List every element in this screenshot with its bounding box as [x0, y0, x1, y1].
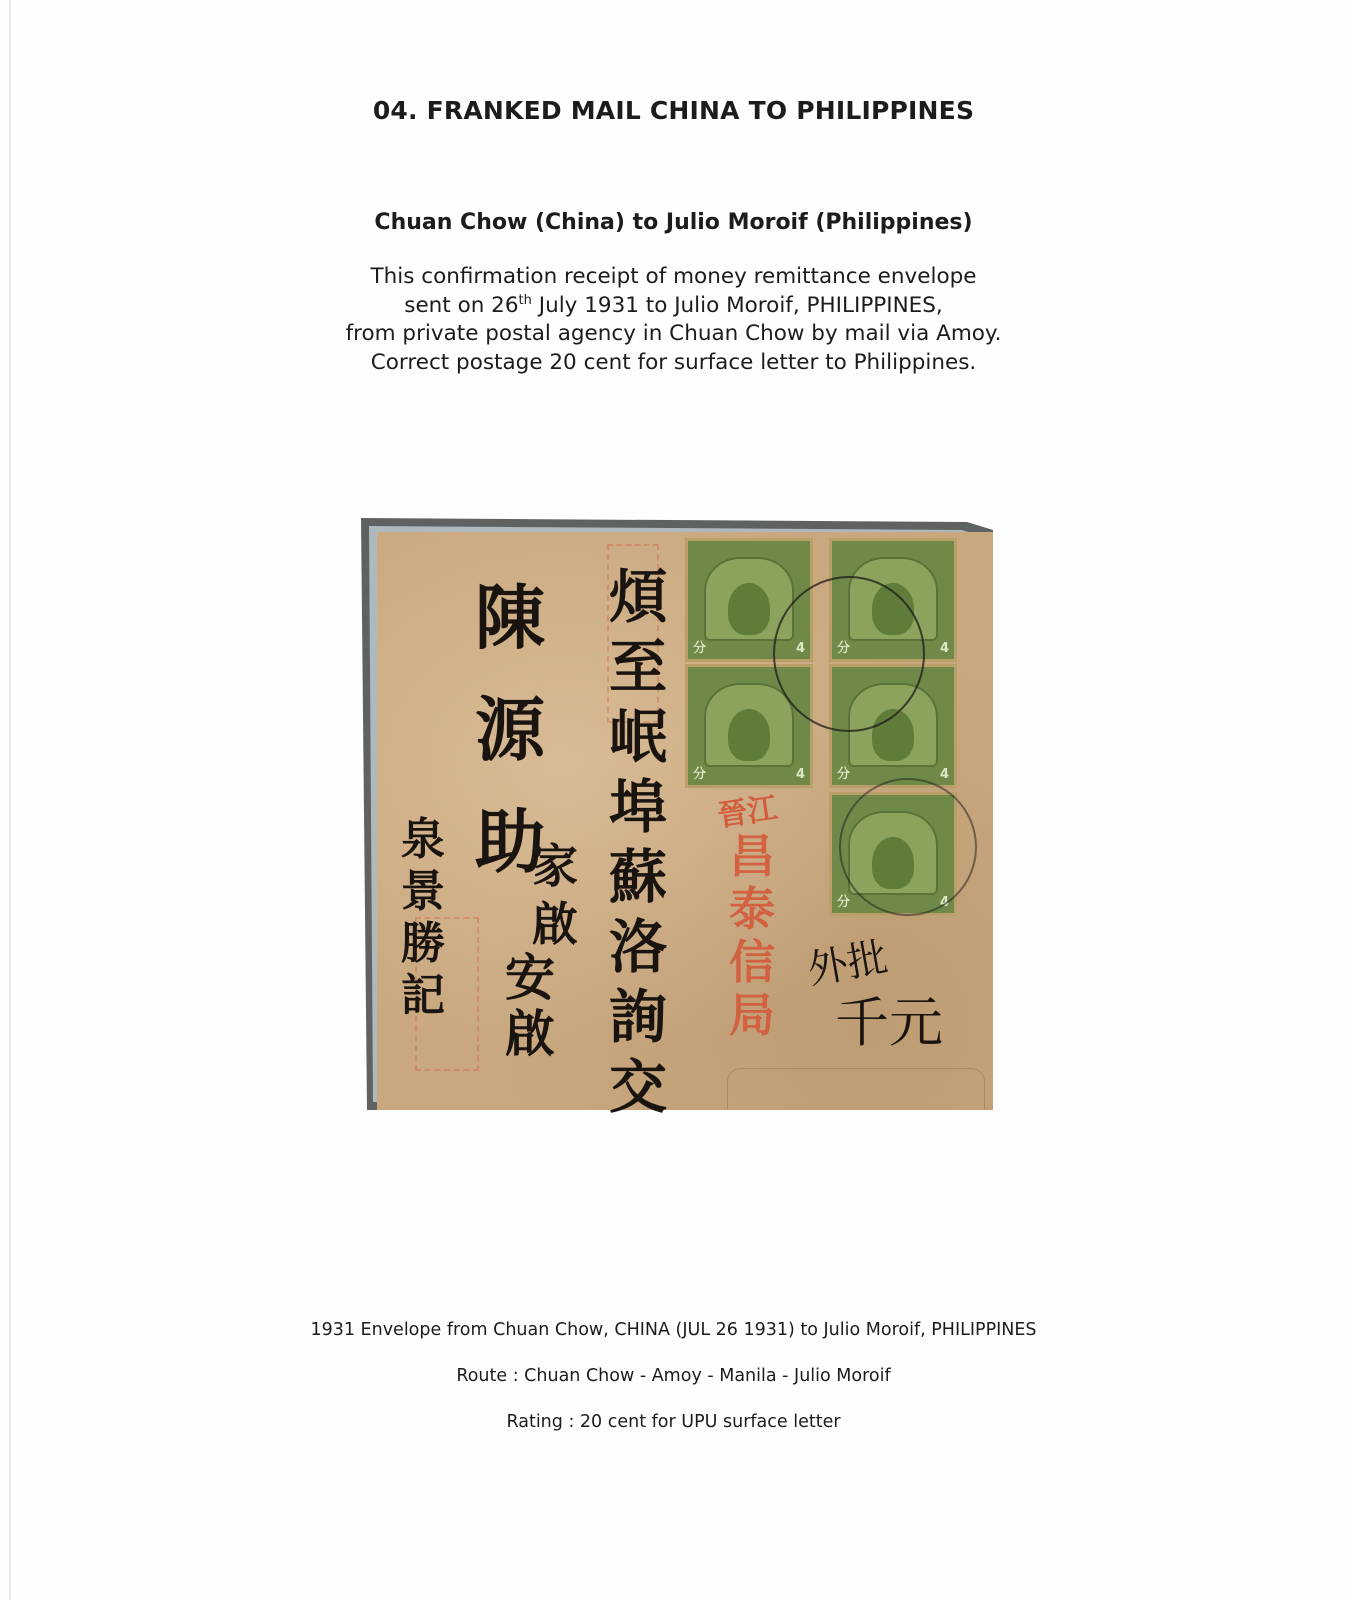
stamp-corner-mark: 分	[837, 895, 851, 910]
handwriting-destination-top: 煩至岷埠	[609, 563, 668, 841]
postmark-circle	[773, 576, 925, 732]
stamp-corner-mark: 分	[693, 641, 707, 656]
red-chop-top: 晉江	[715, 790, 780, 834]
description-line: Correct postage 20 cent for surface letter to Philippines.	[370, 349, 977, 375]
stamp-portrait	[728, 583, 770, 635]
cover-subtitle: Chuan Chow (China) to Julio Moroif (Philippines)	[374, 210, 973, 235]
description-line: This confirmation receipt of money remittance envelope	[370, 264, 977, 289]
postmark-circle	[839, 778, 977, 916]
stamp-portrait	[728, 709, 770, 761]
caption-envelope: 1931 Envelope from Chuan Chow, CHINA (JUL 26 1931) to Julio Moroif, PHILIPPINES	[310, 1320, 1037, 1340]
handwriting-amount: 千元	[835, 991, 943, 1054]
stamp-corner-mark: 4	[939, 767, 949, 782]
handwriting-note: 外批	[804, 934, 891, 994]
stamp-corner-mark: 4	[939, 641, 949, 656]
envelope-body	[377, 532, 993, 1121]
handwriting-destination-bottom: 蘇洛詢交	[609, 843, 668, 1121]
stamp-corner-mark: 4	[795, 641, 805, 656]
red-chop-name: 昌泰信局	[729, 829, 775, 1042]
stamp-corner-mark: 4	[939, 895, 949, 910]
description-line	[0, 292, 1347, 321]
description-line: from private postal agency in Chuan Chow by mail via Amoy.	[345, 321, 1002, 346]
handwriting-home: 家啟	[532, 839, 578, 951]
stamp-corner-mark: 4	[795, 767, 805, 782]
handwriting-name: 陳源助	[475, 576, 545, 883]
handwriting-sender: 泉景勝記	[401, 814, 445, 1021]
page-edge-rule	[9, 0, 11, 1600]
caption-route: Route : Chuan Chow - Amoy - Manila - Julio Moroif	[456, 1366, 891, 1386]
envelope-flap	[727, 1068, 985, 1109]
stamp-frame	[704, 683, 794, 767]
page-title: 04. FRANKED MAIL CHINA TO PHILIPPINES	[372, 96, 975, 125]
description-text: sent on 26	[404, 292, 519, 318]
description-text: July 1931 to Julio Moroif, PHILIPPINES,	[531, 292, 943, 318]
ordinal-suffix: th	[518, 292, 532, 308]
envelope-image	[361, 518, 1011, 1128]
description-block	[0, 263, 1347, 377]
stamp-corner-mark: 分	[837, 641, 851, 656]
stamp-corner-mark: 分	[837, 767, 851, 782]
caption-rating: Rating : 20 cent for UPU surface letter	[506, 1412, 841, 1432]
stamp-corner-mark: 分	[693, 767, 707, 782]
handwriting-safe: 安啟	[505, 948, 555, 1063]
